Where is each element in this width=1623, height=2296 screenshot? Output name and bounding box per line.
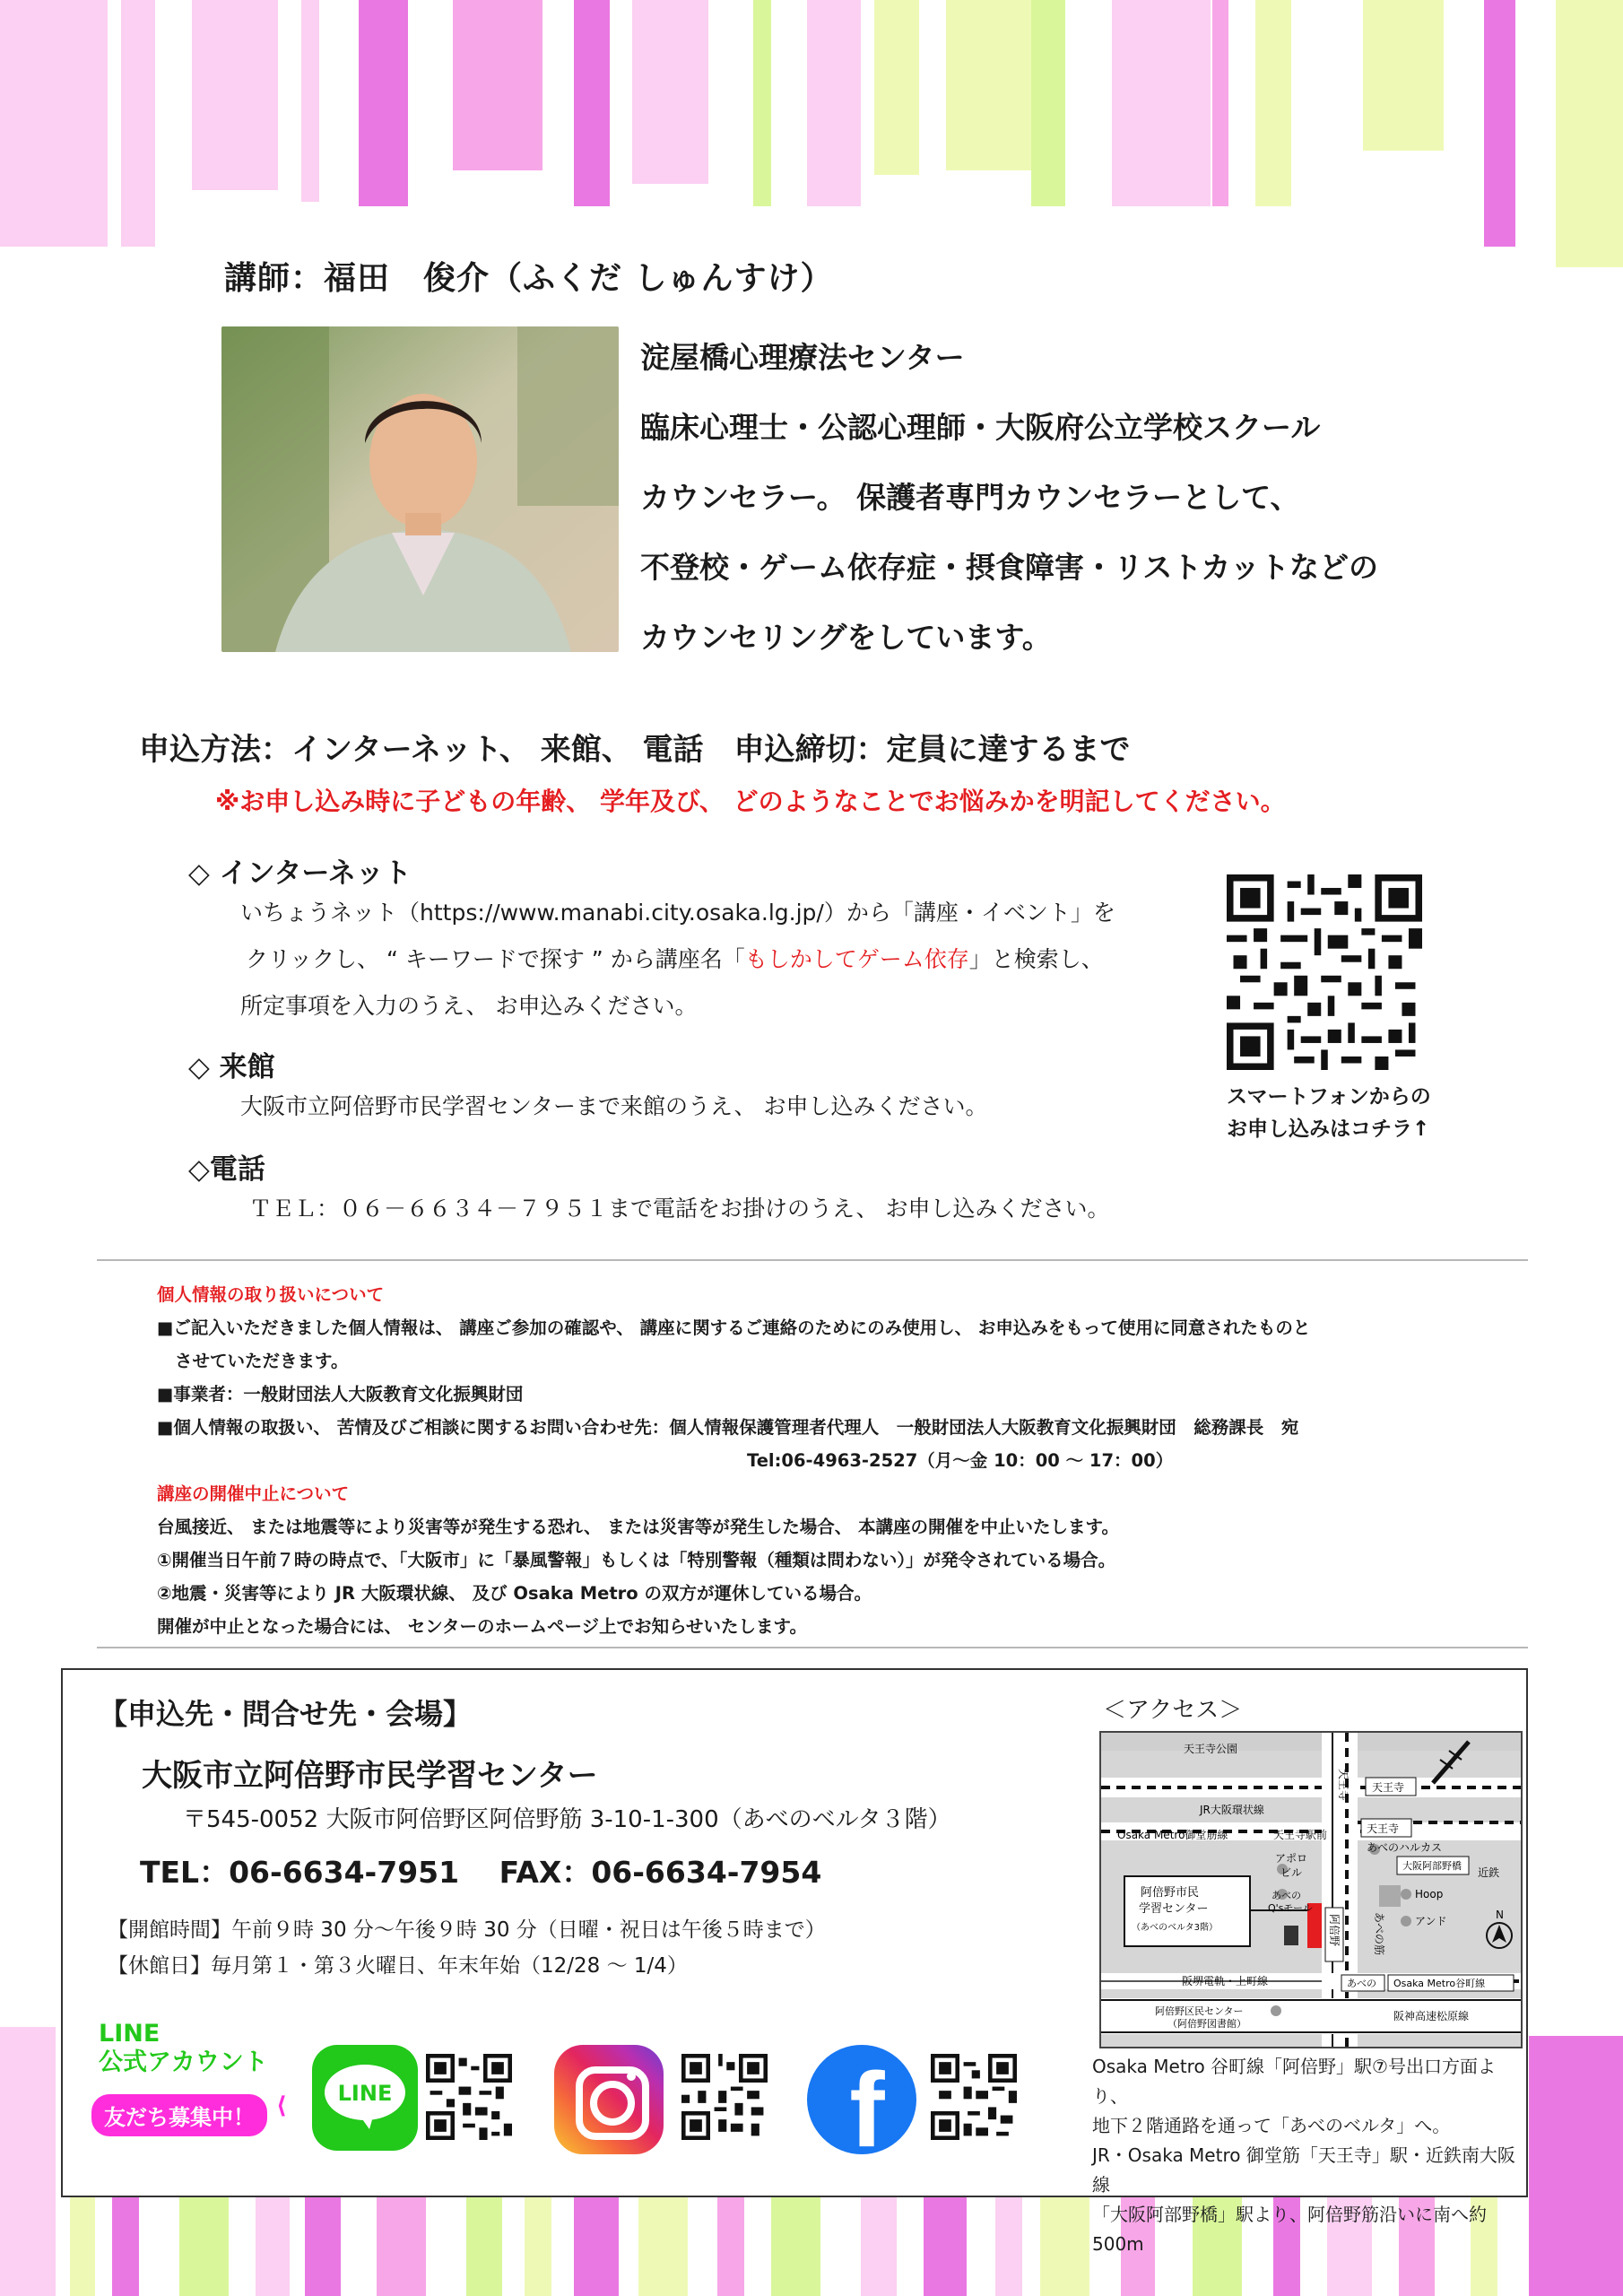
map-label: 大阪阿部野橋 [1402,1860,1462,1872]
cancel-l2: ①開催当日午前７時の時点で、「大阪市」に「暴風警報」もしくは「特別警報（種類は問わない）」が発令されている場合。 [157,1550,1116,1570]
cancel-l1: 台風接近、 または地震等により災害等が発生する恐れ、 または災害等が発生した場合、 本講座の開催を中止いたします。 [157,1517,1119,1537]
stripe [771,2196,820,2296]
instructor-photo-illustration [221,326,619,652]
qr-code-graphic [426,2054,512,2140]
line-bubble-tail [360,2117,373,2129]
internet-instructions [240,890,1115,1030]
privacy-p1b: させていただきます。 [175,1351,349,1371]
access-map [1099,1731,1523,2048]
line-icon-text: LINE [337,2081,393,2106]
stripe [466,2196,502,2296]
internet-line-2-b: 」と検索し、 [968,946,1104,972]
stripe [179,2196,229,2296]
map-label: Hoop [1415,1888,1444,1900]
map-label: Q'sモール [1268,1902,1313,1914]
privacy-p1: ■ご記入いただきました個人情報は、 講座ご参加の確認や、 講座に関するご連絡のためにのみ使用し、 お申込みをもって使用に同意されたものと [157,1318,1311,1338]
stripe [1484,0,1515,247]
visit-line: 大阪市立阿倍野市民学習センターまで来館のうえ、 お申し込みください。 [240,1093,988,1119]
internet-heading: ◇ インターネット [188,857,412,890]
map-label: あべの [1271,1890,1301,1901]
line-app-icon[interactable] [312,2045,418,2151]
qr-caption [1227,1081,1431,1145]
access-directions [1092,2052,1523,2259]
map-label: 阪堺電軌・上町線 [1182,1975,1269,1987]
venue-address: 〒545-0052 大阪市阿倍野区阿倍野筋 3-10-1-300（あべのベルタ３階） [183,1806,951,1833]
map-label: ビル [1280,1866,1303,1879]
map-label: 天王寺駅前 [1273,1829,1328,1841]
map-label: 天王寺 [1372,1781,1405,1794]
stripe [1529,2036,1623,2296]
profile-line: 不登校・ゲーム依存症・摂食障害・リストカットなどの [640,550,1379,585]
internet-line-2-a: クリックし、 “ キーワードで探す ” から講座名「 [246,946,745,972]
access-line: 地下２階通路を通って「あべのベルタ」へ。 [1092,2115,1451,2136]
access-line: 「大阪阿部野橋」駅より、阿倍野筋沿いに南へ約 500m [1092,2204,1487,2255]
cancel-l4: 開催が中止となった場合には、 センターのホームページ上でお知らせいたします。 [157,1616,807,1637]
stripe [1031,0,1065,206]
stripe [256,2196,290,2296]
access-map-drawing [1101,1733,1521,2047]
stripe [121,0,155,247]
sparkle-icon: ⟨ [276,2092,287,2119]
stripe [946,0,1031,170]
map-label: 天王寺 [1337,1769,1350,1802]
internet-line-2 [240,936,1115,983]
phone-line: ＴＥＬ：０６－６６３４－７９５１まで電話をお掛けのうえ、 お申し込みください。 [249,1196,1110,1222]
instagram-qr-code[interactable] [681,2054,768,2144]
privacy-title: 個人情報の取り扱いについて [157,1284,385,1305]
map-label: 阿倍野区民センター [1155,2005,1244,2017]
stripe [753,0,771,206]
profile-line: 臨床心理士・公認心理師・大阪府公立学校スクール [640,410,1321,445]
closed-days: 【休館日】毎月第１・第３火曜日、年末年始（12/28 ～ 1/4） [108,1954,688,1978]
profile-line: カウンセラー。 保護者専門カウンセラーとして、 [640,480,1300,515]
instagram-lens [590,2081,635,2126]
privacy-p2: ■事業者：一般財団法人大阪教育文化振興財団 [157,1384,524,1405]
apply-heading: 申込方法：インターネット、 来館、 電話 申込締切：定員に達するまで [139,732,1131,768]
stripe [632,0,708,184]
venue-tel-fax: TEL：06-6634-7951 FAX：06-6634-7954 [140,1855,822,1890]
facebook-app-icon[interactable] [807,2045,916,2154]
qr-code-graphic [931,2054,1017,2140]
instagram-app-icon[interactable] [554,2045,664,2154]
map-label: N [1496,1909,1504,1921]
stripe [1040,2196,1089,2296]
divider [97,1259,1528,1261]
map-label: 阪神高速松原線 [1393,2010,1470,2022]
line-friends-badge: 友だち募集中！ [91,2094,267,2136]
map-label: （あべのベルタ3階） [1132,1923,1218,1933]
stripe [70,2196,95,2296]
stripe [301,0,319,202]
stripe [192,0,278,190]
privacy-section [157,1278,1538,1643]
map-label: 阿倍野 [1328,1914,1341,1947]
stripe [1212,0,1228,206]
phone-heading: ◇電話 [188,1153,265,1186]
stripe [1556,0,1623,267]
map-label: 天王寺公園 [1184,1743,1238,1755]
instagram-flash-dot [627,2072,636,2081]
cancel-l3: ②地震・災害等により JR 大阪環状線、 及び Osaka Metro の双方が運休している場合。 [157,1583,872,1604]
map-label: 天王寺 [1367,1822,1400,1835]
map-label: （阿倍野図書館） [1167,2018,1246,2030]
divider [97,1647,1528,1648]
profile-line: カウンセリングをしています。 [640,620,1052,655]
cancel-title: 講座の開催中止について [157,1483,350,1504]
qr-caption-line-1: スマートフォンからの [1227,1085,1431,1109]
access-line: Osaka Metro 谷町線「阿倍野」駅⑦号出口方面より、 [1092,2056,1496,2107]
stripe [359,0,408,206]
stripe [717,2196,744,2296]
stripe [305,2196,341,2296]
privacy-p3: ■個人情報の取扱い、 苦情及びご相談に関するお問い合わせ先：個人情報保護管理者代理人 一般財団法人大阪教育文化振興財団 総務課長 宛 [157,1417,1299,1438]
line-title-1: LINE [99,2020,161,2048]
apply-qr-code[interactable] [1227,874,1422,1074]
stripe [638,2196,688,2296]
stripe [574,0,610,206]
privacy-p3b: Tel:06-4963-2527（月～金 10：00 ～ 17：00） [747,1450,1174,1471]
profile-line: 淀屋橋心理療法センター [640,340,965,375]
qr-code-graphic [1227,874,1422,1070]
facebook-qr-code[interactable] [931,2054,1017,2144]
internet-line-3: 所定事項を入力のうえ、 お申込みください。 [240,993,698,1019]
venue-name: 大阪市立阿倍野市民学習センター [142,1758,598,1794]
qr-caption-line-2: お申し込みはコチラ↑ [1227,1118,1430,1141]
access-label: ＜アクセス＞ [1103,1697,1243,1724]
line-qr-code[interactable] [426,2054,512,2144]
internet-line-1: いちょうネット（https://www.manabi.city.osaka.lg.jp/）から「講座・イベント」を [240,900,1115,926]
map-label: あべの筋 [1373,1912,1385,1956]
visit-heading: ◇ 来館 [188,1051,275,1083]
access-line: JR・Osaka Metro 御堂筋「天王寺」駅・近鉄南大阪線 [1092,2144,1515,2196]
line-title-2: 公式アカウント [99,2048,268,2076]
stripe [0,0,108,247]
map-label: 近鉄 [1478,1866,1500,1879]
map-label: Osaka Metro御堂筋線 [1117,1829,1228,1841]
opening-hours: 【開館時間】午前９時 30 分～午後９時 30 分（日曜・祝日は午後５時まで） [108,1918,826,1942]
instructor-profile [640,323,1378,673]
map-label: あべのハルカス [1367,1841,1443,1854]
map-label: あべの [1347,1978,1376,1989]
stripe [861,2196,897,2296]
stripe [924,2196,967,2296]
stripe [1112,0,1211,206]
map-label: アンド [1415,1915,1447,1927]
stripe [525,2196,551,2296]
map-label: Osaka Metro谷町線 [1393,1978,1486,1989]
search-keyword: もしかしてゲーム依存 [744,946,969,972]
facebook-glyph: f [849,2051,885,2154]
map-label: 学習センター [1139,1902,1209,1916]
instructor-heading: 講師：福田 俊介（ふくだ しゅんすけ） [224,260,834,297]
apply-note: ※お申し込み時に子どもの年齢、 学年及び、 どのようなことでお悩みかを明記してください。 [215,787,1286,816]
stripe [995,2196,1022,2296]
stripe [1363,0,1444,151]
stripe [1255,0,1291,206]
stripe [453,0,542,170]
map-label: アポロ [1275,1852,1308,1865]
line-official-title [99,2020,268,2077]
stripe [874,0,919,175]
stripe [112,2196,139,2296]
venue-box [61,1668,1528,2255]
map-label: JR大阪環状線 [1200,1804,1264,1816]
venue-label: 【申込先・問合せ先・会場】 [99,1697,473,1731]
stripe [377,2196,426,2296]
venue-hours-block [108,1912,826,1984]
qr-code-graphic [681,2054,768,2140]
stripe [574,2196,619,2296]
map-label: 阿倍野市民 [1141,1886,1200,1900]
stripe [0,2027,56,2296]
instructor-photo [221,326,619,652]
stripe [807,0,861,206]
